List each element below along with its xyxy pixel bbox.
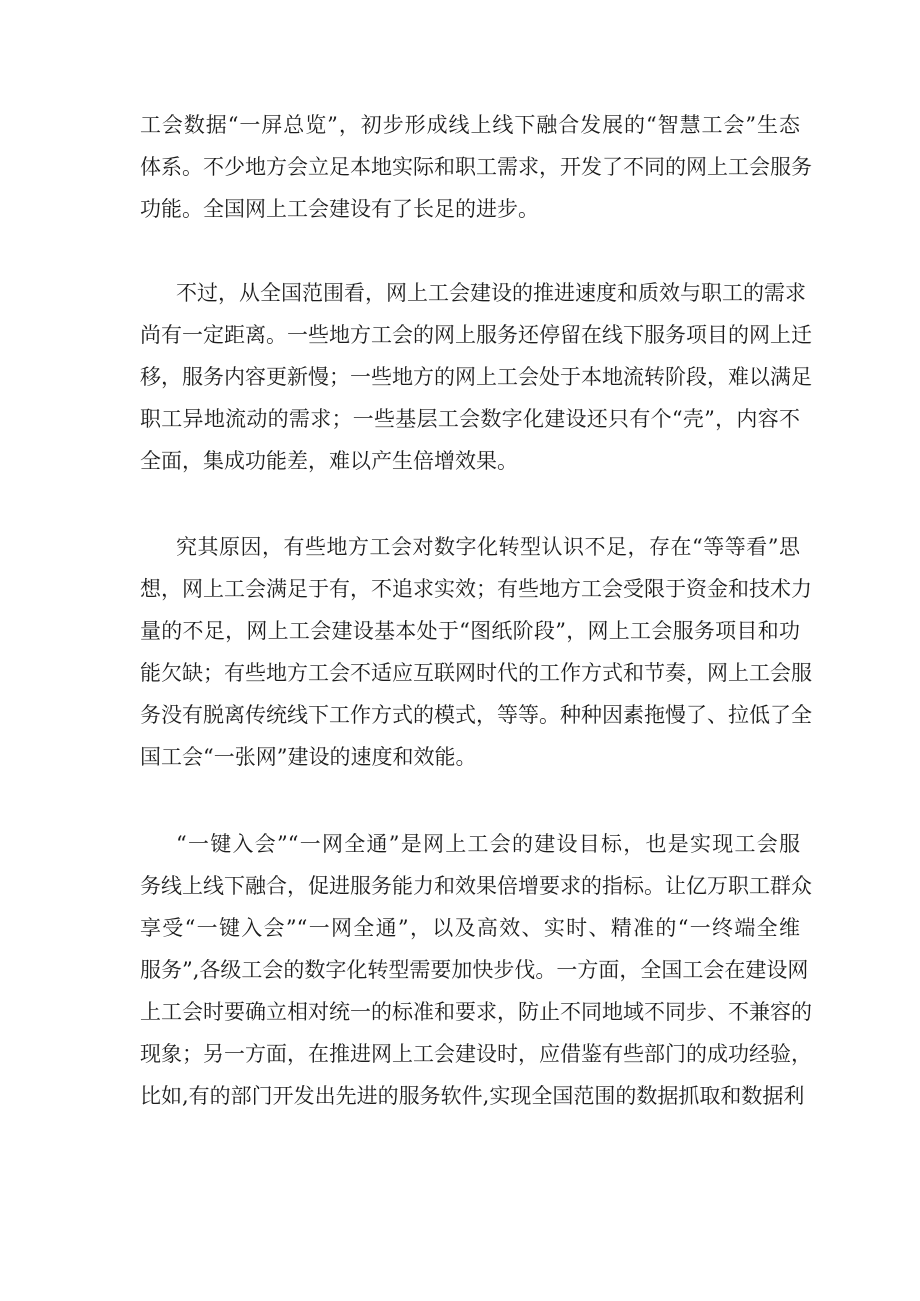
text-line: 服务”,各级工会的数字化转型需要加快步伐。一方面，全国工会在建设网 [140,958,809,982]
text-line: 工会数据“一屏总览”，初步形成线上线下融合发展的“智慧工会”生态 [140,113,800,137]
text-line: 能欠缺；有些地方工会不适应互联网时代的工作方式和节奏，网上工会服 [140,661,812,685]
paragraph-4 [140,823,812,1117]
text-line: 现象；另一方面，在推进网上工会建设时，应借鉴有些部门的成功经验， [140,1042,812,1066]
text-line: 务线上线下融合，促进服务能力和效果倍增要求的指标。让亿万职工群众 [140,874,812,898]
text-line: 想，网上工会满足于有，不追求实效；有些地方工会受限于资金和技术力 [140,577,812,601]
text-line: 上工会时要确立相对统一的标准和要求，防止不同地域不同步、不兼容的 [140,1000,812,1024]
text-line: 全面，集成功能差，难以产生倍增效果。 [140,449,518,473]
paragraph-3 [140,526,812,778]
text-line: 功能。全国网上工会建设有了长足的进步。 [140,197,539,221]
text-line: 究其原因，有些地方工会对数字化转型认识不足，存在“等等看”思 [176,535,800,559]
text-line: 量的不足，网上工会建设基本处于“图纸阶段”，网上工会服务项目和功 [140,619,800,643]
text-line: 移，服务内容更新慢；一些地方的网上工会处于本地流转阶段，难以满足 [140,365,812,389]
text-line: 国工会“一张网”建设的速度和效能。 [140,745,477,769]
text-line: 务没有脱离传统线下工作方式的模式，等等。种种因素拖慢了、拉低了全 [140,703,812,727]
paragraph-2 [140,272,812,482]
text-line: 不过，从全国范围看，网上工会建设的推进速度和质效与职工的需求 [176,281,806,305]
text-line: 享受“一键入会”“一网全通”，以及高效、实时、精准的“一终端全维 [140,916,800,940]
text-line: 尚有一定距离。一些地方工会的网上服务还停留在线下服务项目的网上迁 [140,323,812,347]
text-line: 职工异地流动的需求；一些基层工会数字化建设还只有个“壳”，内容不 [140,407,800,431]
text-line: “一键入会”“一网全通”是网上工会的建设目标，也是实现工会服 [176,832,800,856]
text-line: 比如,有的部门开发出先进的服务软件,实现全国范围的数据抓取和数据利 [140,1084,805,1108]
text-line: 体系。不少地方会立足本地实际和职工需求，开发了不同的网上工会服务 [140,155,812,179]
paragraph-1 [140,104,812,230]
